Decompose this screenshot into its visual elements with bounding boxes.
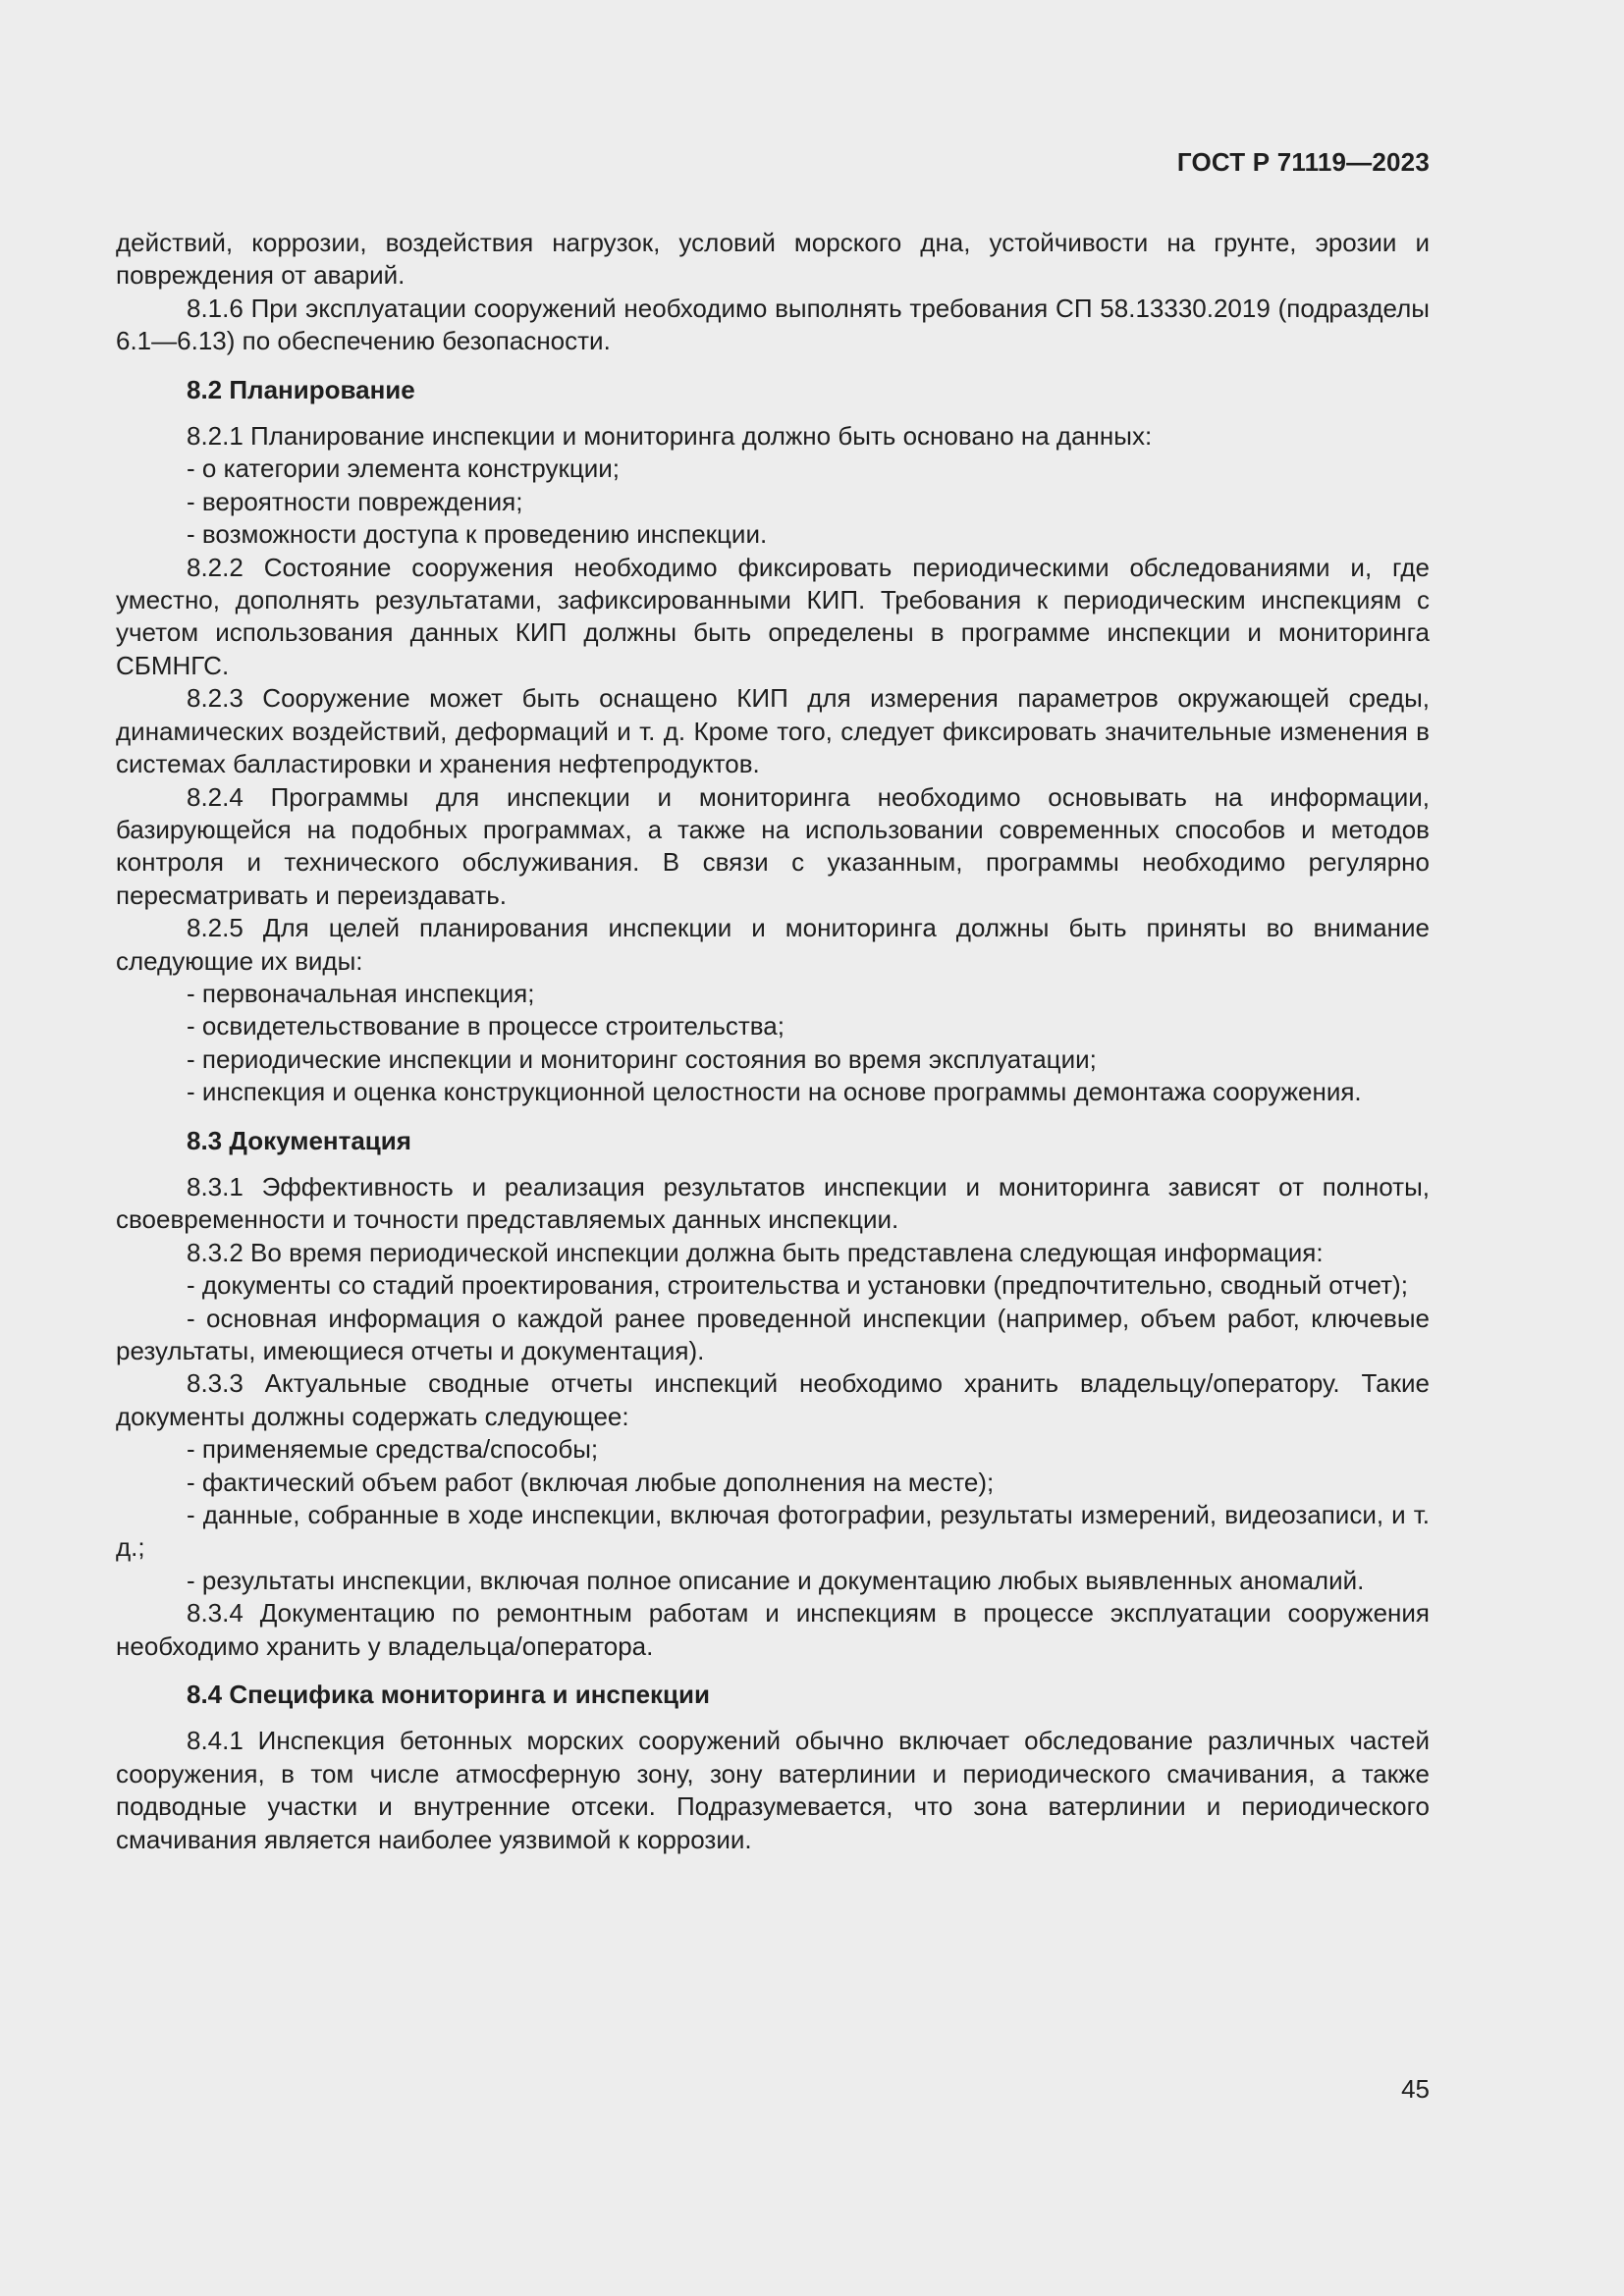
list-item: - данные, собранные в ходе инспекции, включая фотографии, результаты измерений, видеозаписи, и т. д.;	[116, 1500, 1430, 1563]
paragraph-8-3-4: 8.3.4 Документацию по ремонтным работам и инспекциям в процессе эксплуатации сооружения необходимо хранить у владельца/оператора.	[116, 1598, 1430, 1661]
list-item: - инспекция и оценка конструкционной целостности на основе программы демонтажа сооружения.	[187, 1077, 1362, 1107]
document-page	[116, 0, 1430, 2296]
list-item: - освидетельствование в процессе строительства;	[187, 1011, 785, 1041]
list-item: - о категории элемента конструкции;	[187, 454, 620, 484]
paragraph-8-2-1: 8.2.1 Планирование инспекции и мониторинга должно быть основано на данных:	[187, 421, 1153, 452]
list-item: - результаты инспекции, включая полное описание и документацию любых выявленных аномалий.	[187, 1565, 1365, 1595]
paragraph-8-3-3: 8.3.3 Актуальные сводные отчеты инспекций необходимо хранить владельцу/оператору. Такие документы должны содержать следующее:	[116, 1368, 1430, 1431]
paragraph-8-1-6: 8.1.6 При эксплуатации сооружений необходимо выполнять требования СП 58.13330.2019 (подразделы 6.1—6.13) по обеспечению безопасности.	[116, 293, 1430, 356]
list-item: - вероятности повреждения;	[187, 486, 523, 516]
paragraph-8-4-1: 8.4.1 Инспекция бетонных морских сооружений обычно включает обследование различных частей сооружения, в том числе атмосферную зону, зону ватерлинии и периодического смачивания, а также подводные участки и внутренние отсеки. Подразумевается, что зона ватерлинии и периодического смачивания является наиболее уязвимой к коррозии.	[116, 1726, 1430, 1854]
list-item: - применяемые средства/способы;	[187, 1434, 599, 1465]
section-heading-8-4: 8.4 Специфика мониторинга и инспекции	[187, 1680, 710, 1710]
list-item: - документы со стадий проектирования, строительства и установки (предпочтительно, сводный отчет);	[187, 1270, 1408, 1301]
paragraph-8-3-1: 8.3.1 Эффективность и реализация результатов инспекции и мониторинга зависят от полноты, своевременности и точности представляемых данных инспекции.	[116, 1171, 1430, 1235]
paragraph-8-3-2: 8.3.2 Во время периодической инспекции должна быть представлена следующая информация:	[187, 1237, 1324, 1267]
paragraph-8-2-5: 8.2.5 Для целей планирования инспекции и мониторинга должны быть приняты во внимание следующие их виды:	[116, 913, 1430, 976]
section-heading-8-2: 8.2 Планирование	[187, 374, 415, 404]
list-item: - фактический объем работ (включая любые дополнения на месте);	[187, 1467, 995, 1497]
list-item: - возможности доступа к проведению инспекции.	[187, 519, 768, 550]
list-item: - первоначальная инспекция;	[187, 978, 535, 1008]
paragraph-continuation: действий, коррозии, воздействия нагрузок, условий морского дна, устойчивости на грунте, эрозии и повреждения от аварий.	[116, 228, 1430, 291]
paragraph-8-2-4: 8.2.4 Программы для инспекции и мониторинга необходимо основывать на информации, базирующейся на подобных программах, а также на использовании современных способов и методов контроля и технического обслуживания. В связи с указанным, программы необходимо регулярно пересматривать и переиздавать.	[116, 781, 1430, 910]
list-item: - основная информация о каждой ранее проведенной инспекции (например, объем работ, ключевые результаты, имеющиеся отчеты и документация).	[116, 1303, 1430, 1365]
section-heading-8-3: 8.3 Документация	[187, 1125, 411, 1155]
document-code-header: ГОСТ Р 71119—2023	[1176, 147, 1430, 177]
paragraph-8-2-2: 8.2.2 Состояние сооружения необходимо фиксировать периодическими обследованиями и, где уместно, дополнять результатами, зафиксированными КИП. Требования к периодическим инспекциям с учетом использования данных КИП должны быть определены в программе инспекции и мониторинга СБМНГС.	[116, 552, 1430, 680]
page-number: 45	[1401, 2074, 1430, 2104]
paragraph-8-2-3: 8.2.3 Сооружение может быть оснащено КИП для измерения параметров окружающей среды, динамических воздействий, деформаций и т. д. Кроме того, следует фиксировать значительные изменения в системах балластировки и хранения нефтепродуктов.	[116, 683, 1430, 779]
page-body	[116, 227, 1430, 1856]
list-item: - периодические инспекции и мониторинг состояния во время эксплуатации;	[187, 1043, 1097, 1074]
